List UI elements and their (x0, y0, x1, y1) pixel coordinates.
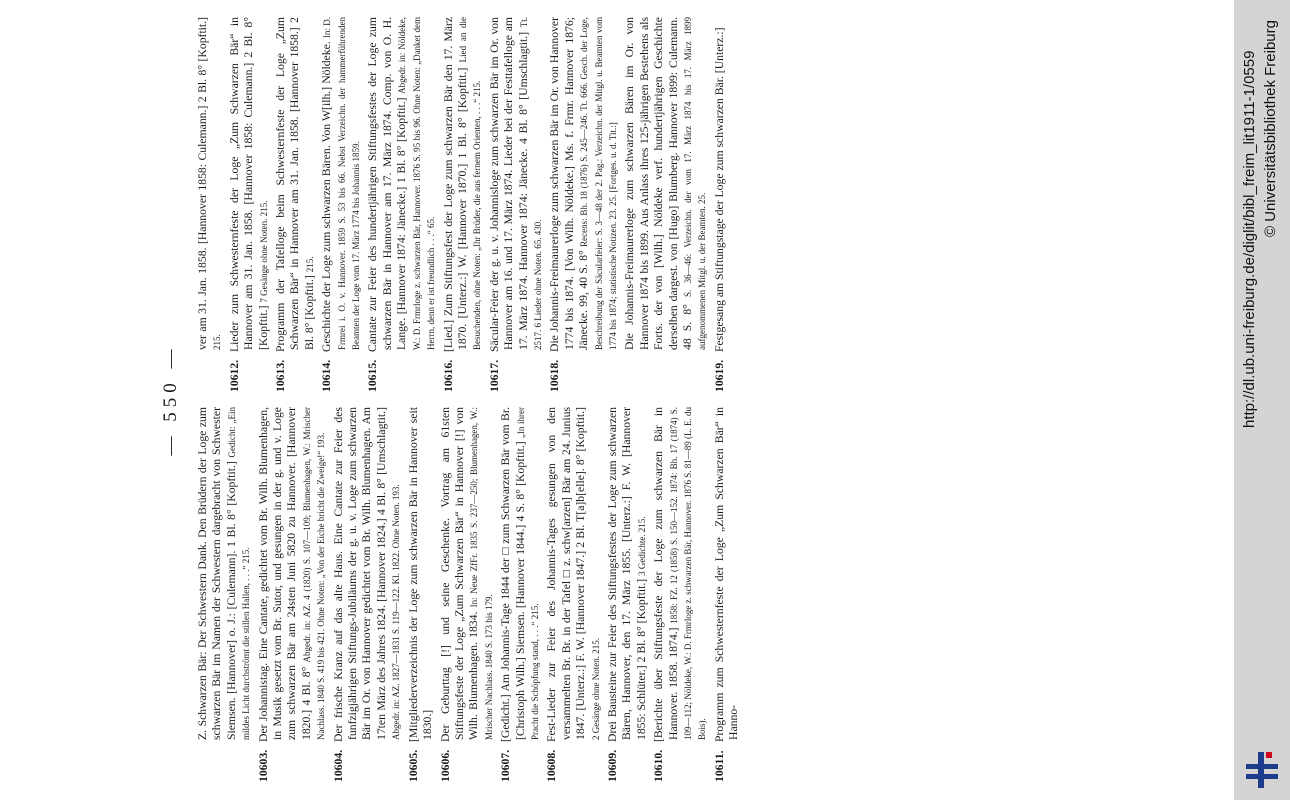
bibliography-entry (407, 407, 436, 782)
bibliography-entry (257, 407, 329, 782)
bibliography-entry (488, 17, 546, 392)
entry-note: Abgedr. in: Nöldeke, W.: D. Frmrloge z. schwarzen Bär, Hannover. 1876 S. 95 bis 96. Ohne Noten: „Danket dem Herrn, denn er ist freundlich . . .“ 65. (397, 17, 437, 350)
entry-number: 10613. (274, 359, 288, 392)
entry-note: In: D. Frmrei i. O. v. Hannover. 1859 S. 53 bis 66. Nebst Verzeichn. der hammerführenden Beamten der Loge vom 17. März 1774 bis Johannis 1859. (322, 16, 362, 350)
entry-text: Säcular-Feier der g. u. v. Johannisloge zum schwarzen Bär im Or. von Hannover am 16. und 17. März 1874. Lieder bei der Festtafelloge am 17. März 1874. Hannover 1874: Jänecke. 4 Bl. 8° [Umschlagtit.] (487, 17, 530, 352)
entry-text: [Berichte über Stiftungsfeste der Loge zum schwarzen Bär in Hannover. 1858. 1874.] (652, 407, 680, 742)
source-url[interactable]: http://dl.ub.uni-freiburg.de/diglit/bibl_freim_lit1911-1/0559 (1241, 50, 1258, 428)
entry-number: 10615. (366, 359, 380, 392)
scanned-page (160, 0, 1100, 800)
entry-note: 3 Gedichte. 215. (636, 516, 647, 576)
entry-number: 10605. (406, 749, 420, 782)
entry-note: Abgedr. in: AZ. 4 (1820) S. 107—109; Blumenhagen, W.: Mrischer Nachlass. 1840 S. 419 bis 421. Ohne Noten: „Von der Eiche bricht die Zweige!“ 193. (301, 406, 327, 740)
entry-text: Die Johannis-Freimaurerloge zum schwarzen Bär im Or. von Hannover 1774 bis 1874. [Von Wilh. Nöldeke.] Ms. f. Frmr. Hannover 1876; Jänecke. 99, 40 S. 8° (548, 17, 591, 352)
entry-text: Drei Bausteine zur Feier des Stiftungsfestes der Loge zum schwarzen Bären, Hannover, den 17. März 1855. [Unterz.:] F. W. [Hannover 1855: Schlüter.] 2 Bl. 8° [Kopftit.] (605, 407, 648, 742)
rotated-page-content (160, 10, 1100, 790)
entry-text: [Gedicht.] Am Johannis-Tage 1844 der □ zum Schwarzen Bär vom Br. [Christoph Wilh.] Siemsen. [Hannover 1844.] 4 S. 8° [Kopftit.] (499, 407, 527, 742)
page-number: — 550 — (160, 344, 181, 456)
entry-note: Tt. 2517. 6 Lieder ohne Noten. 65. 430. (518, 17, 543, 350)
entry-number: 10616. (441, 359, 455, 392)
entry-note: 1858: FZ. 12 (1858) S. 150—152. 1874: Bh. 17 (1874) S. 109—112; Nöldeke, W.: D. Frmrloge z. schwarzen Bär, Hannover. 1876 S. 81—89 (L. E. du Bois). (668, 407, 708, 740)
entry-number: 10617. (487, 359, 501, 392)
entry-number: 10607. (499, 749, 513, 782)
entry-note: Abgedr. in: AZ. 1827—1831 S. 119—122. Kl. 1822. Ohne Noten. 193. (391, 484, 402, 740)
entry-number: 10614. (320, 359, 334, 392)
bibliography-entry (606, 407, 649, 782)
bibliography-entry (623, 17, 709, 392)
bibliography-entry (196, 17, 225, 392)
entry-note: In: Neue ZfFr. 1835 S. 237—250; Blumenhagen, W.: Mrischer Nachlass. 1840 S. 173 bis 179. (469, 407, 494, 740)
bibliography-entry (548, 17, 620, 392)
entry-text: [Mitgliederverzeichnis der Loge zum schwarzen Bär in Hannover seit 1830.] (406, 407, 435, 742)
entry-note: Gedicht: „Ein mildes Licht durchströmt die stillen Hallen, . . .“ 215. (226, 406, 252, 740)
entry-number: 10612. (227, 359, 241, 392)
entry-note: Recens: Bh. 18 (1876) S. 245—246. Tt. 666. Gesch. der Loge, Beschreibung der Säcularfeier: S. 3—48 der 2. Pag.: Verzeichn. der Mitgl. u. Beamten vom 1774 bis 1874; statistische Notizen. 23. 25. [Fortges. u. d. Tit.:] (579, 17, 618, 350)
entry-note: 2 Gesänge ohne Noten. 215. (590, 638, 601, 740)
bibliography-entry (442, 17, 485, 392)
entry-number: 10604. (331, 749, 345, 782)
entry-note: 7 Gesänge ohne Noten. 215. (258, 200, 269, 303)
left-column (196, 407, 745, 782)
bibliography-entry (713, 407, 742, 782)
entry-text: Z. Schwarzen Bär: Der Schwestern Dank. Den Brüdern der Loge zum schwarzen Bär im Namen der Schwestern dargebracht von Schwester Siemsen. [Hannover] o. J.: [Culemann]. 1 Bl. 8° [Kopftit.] (196, 407, 238, 740)
entry-text: Lieder zum Schwesternfeste der Loge „Zum Schwarzen Bär“ in Hannover am 31. Jan. 1858. [Hannover 1858: Culemann.] 2 Bl. 8° [Kopftit.] (227, 17, 270, 352)
bibliography-entry (499, 407, 542, 782)
bibliography-entry (652, 407, 710, 782)
entry-number: 10609. (605, 749, 619, 782)
bibliography-entry (439, 407, 497, 782)
entry-note: Lied an die Besuchenden, ohne Noten: „Ihr Brüder, die aus fernem Orienten, . . .“ 215. (457, 17, 483, 350)
right-column (196, 17, 730, 392)
entry-number: 10619. (712, 359, 726, 392)
entry-note: 215. (304, 256, 315, 273)
bibliography-entry (545, 407, 603, 782)
entry-text: Der Johannistag. Eine Cantate, gedichtet vom Br. Wilh. Blumenhagen, in Musik gesetzt vom Br. Sutor, und gesungen in der g. und v. Loge zum schwarzen Bär am 24sten Juni 5820 zu Hannover. [Hannover 1820.] 4 Bl. 8° (256, 407, 313, 742)
entry-text: [Lied.] Zum Stiftungsfest der Loge zum schwarzen Bär den 17. März 1870. [Unterz.:] W. [Hannover 1870.] 1 Bl. 8° [Kopftit.] (441, 17, 469, 352)
ub-freiburg-logo-icon (1244, 750, 1280, 790)
entry-text: Geschichte der Loge zum schwarzen Bären. Von W[ilh.] Nöldeke. (320, 41, 334, 352)
viewer-sidebar (1234, 0, 1290, 800)
entry-text: Fest-Lieder zur Feier des Johannis-Tages gesungen von den versammelten Br. Br. in der Tafel □ z. schw[arzen] Bär am 24. Junius 1847. [Unterz.:] F. W. [Hannover 1847.] 2 Bl. T[a]b[elle]. 8° [Kopftit.] (545, 407, 588, 742)
entry-text: Festgesang am Stiftungstage der Loge zum schwarzen Bär. [Unterz.:] (712, 27, 726, 352)
entry-number: 10603. (256, 749, 270, 782)
entry-note: 215. (212, 334, 223, 350)
bibliography-entry (196, 407, 254, 782)
entry-number: 10618. (548, 359, 562, 392)
bibliography-entry (332, 407, 404, 782)
bibliography-entry (320, 17, 363, 392)
entry-text: Die Johannis-Freimaurerloge zum schwarzen Bären im Or. von Hannover 1874 bis 1899. Aus Anlass ihres 125-jährigen Bestehens als Forts. der von [Wilh.] Nöldeke verf. hundertjährigen Geschichte derselben dargest. von [Hugo] Blumberg. Hannover 1899: Culemann. 48 S. 8° (623, 17, 694, 350)
entry-text: Cantate zur Feier des hundertjährigen Stiftungsfestes der Loge zum schwarzen Bär in Hannover am 17. März 1874. Comp. von O. H. Lange. [Hannover 1874: Jänecke.] 1 Bl. 8° [Kopftit.] (366, 17, 409, 352)
bibliography-entry (366, 17, 438, 392)
bibliography-entry (274, 17, 317, 392)
entry-text: Programm zum Schwesternfeste der Loge „Zum Schwarzen Bär“ in Hanno- (712, 407, 741, 742)
copyright-text: © Universitätsbibliothek Freiburg (1262, 20, 1279, 237)
entry-text: ver am 31. Jan. 1858. [Hannover 1858: Culemann.] 2 Bl. 8° [Kopftit.] (196, 17, 209, 350)
bibliography-entry (713, 17, 727, 392)
entry-number: 10608. (545, 749, 559, 782)
bibliography-entry (228, 17, 271, 392)
entry-number: 10611. (712, 750, 726, 782)
entry-note: S. 36—46: Verzeichn. der vom 17. März 1874 bis 17. März 1899 aufgenommenen Mitgl. u. der Beamten. 25. (683, 17, 708, 350)
entry-text: Der Geburttag [!] und seine Geschenke. Vortrag am 61sten Stiftungsfeste der Loge „Zum Schwarzen Bär“ in Hannover [!] von Wilh. Blumenhagen. 1834. (438, 407, 481, 742)
entry-number: 10606. (438, 749, 452, 782)
entry-number: 10610. (652, 749, 666, 782)
entry-text: Programm der Tafelloge beim Schwesternfeste der Loge „Zum Schwarzen Bär“ in Hannover am 31. Jan. 1858. [Hannover 1858.] 2 Bl. 8° [Kopftit.] (274, 17, 316, 352)
entry-note: „In ihrer Pracht die Schöpfung stand, . . .“ 215. (515, 406, 540, 740)
entry-text: Der frische Kranz auf das alte Haus. Eine Cantate zur Feier des funfzigjährigen Stiftungs-Jubiläums der g. u. v. Loge zum schwarzen Bär im Or. von Hannover gedichtet vom Br. Wilh. Blumenhagen. Am 17ten März des Jahres 1824. [Hannover 1824.] 4 Bl. 8° [Umschlagtit.] (331, 407, 388, 742)
